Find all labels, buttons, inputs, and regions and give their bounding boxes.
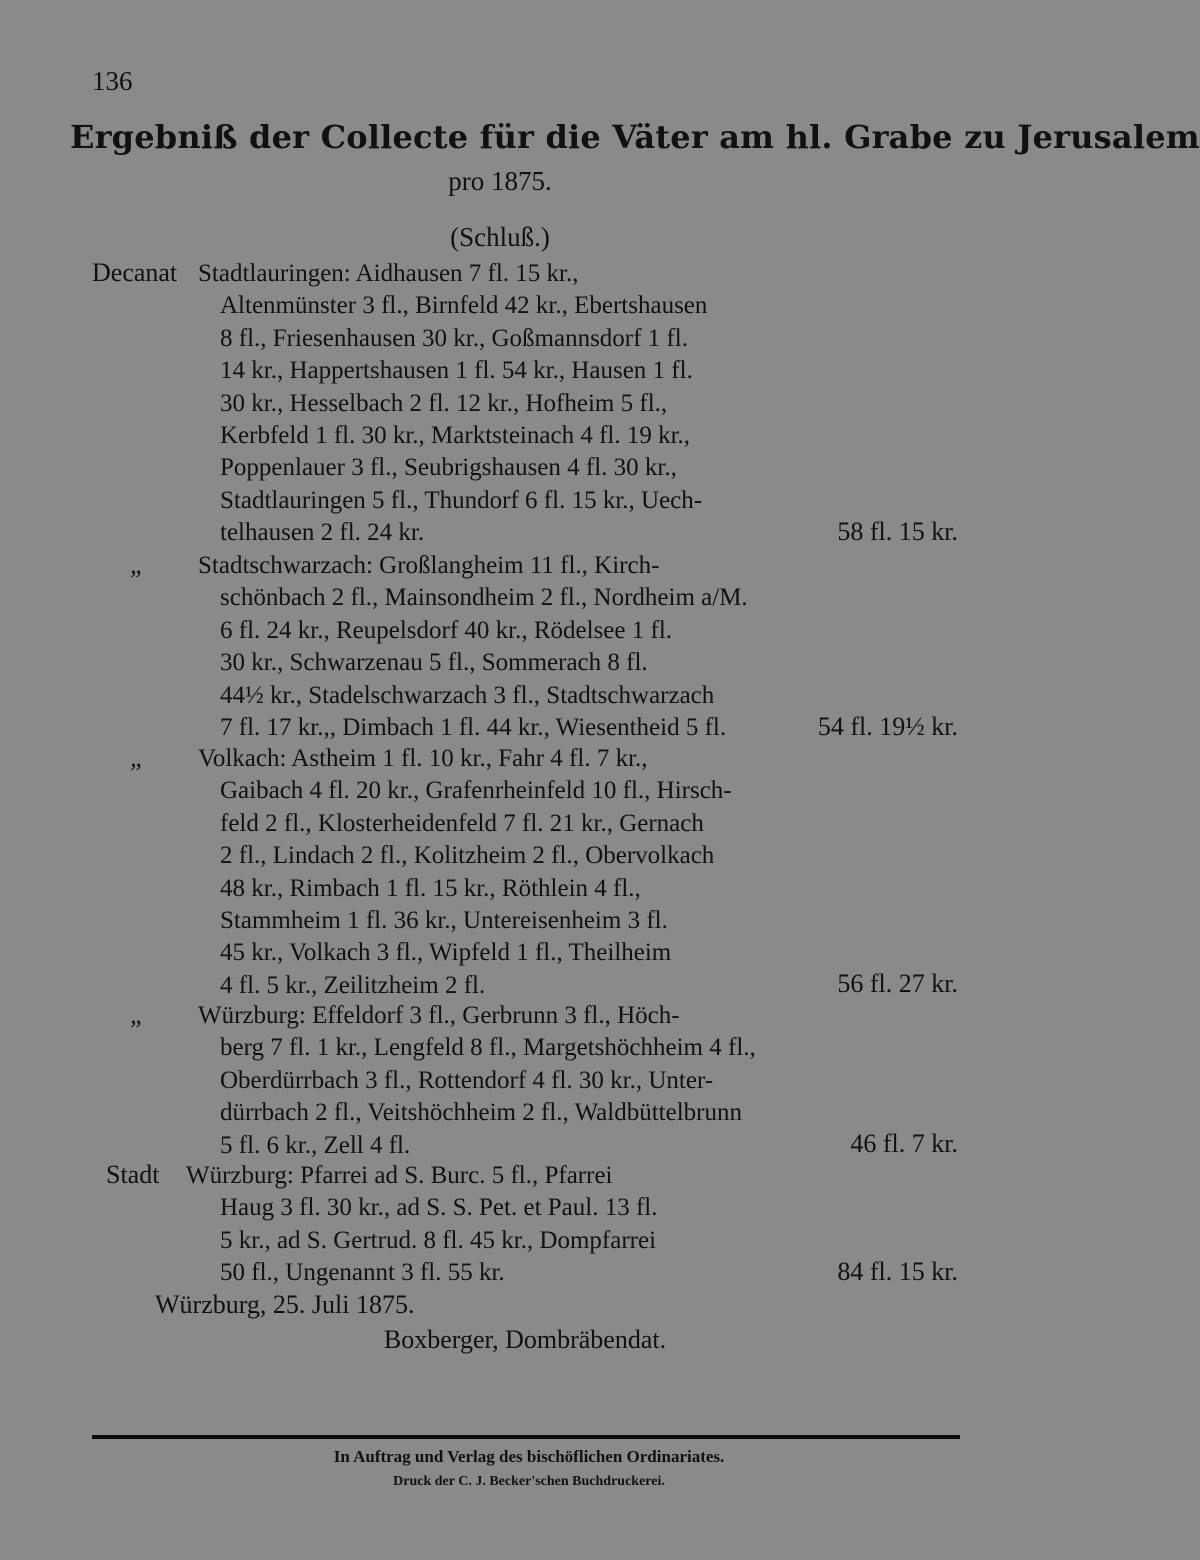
entry-total: 58 fl. 15 kr.: [837, 517, 958, 546]
ditto-mark: „: [130, 1000, 145, 1029]
entry-line: Volkach: Astheim 1 fl. 10 kr., Fahr 4 fl. 7 kr.,: [198, 745, 648, 772]
entry-line: 5 fl. 6 kr., Zell 4 fl.: [220, 1131, 411, 1159]
continued-note: (Schluß.): [450, 222, 550, 252]
footer-publisher: In Auftrag und Verlag des bischöflichen Ordinariates.: [333, 1447, 725, 1466]
entry-label: Decanat: [92, 258, 178, 287]
entry-total: 56 fl. 27 kr.: [837, 969, 958, 998]
entry-total: 84 fl. 15 kr.: [837, 1257, 958, 1286]
entry-line: Oberdürrbach 3 fl., Rottendorf 4 fl. 30 kr., Unter-: [220, 1066, 714, 1094]
entry-line: 44½ kr., Stadelschwarzach 3 fl., Stadtschwarzach: [220, 681, 715, 709]
entry-line: 4 fl. 5 kr., Zeilitzheim 2 fl.: [220, 971, 486, 999]
footer-rule: [92, 1435, 960, 1439]
entry-text: [186, 1160, 780, 1290]
entry-line: 2 fl., Lindach 2 fl., Kolitzheim 2 fl., Obervolkach: [220, 842, 715, 870]
entry-line: Würzburg: Effeldorf 3 fl., Gerbrunn 3 fl., Höch-: [198, 1002, 680, 1029]
entry-line: Würzburg: Pfarrei ad S. Burc. 5 fl., Pfarrei: [186, 1162, 613, 1189]
footer-printer: Druck der C. J. Becker'schen Buchdruckerei.: [393, 1474, 665, 1489]
entry-text: [198, 1000, 780, 1162]
entry-total: 46 fl. 7 kr.: [850, 1129, 958, 1158]
entry-line: feld 2 fl., Klosterheidenfeld 7 fl. 21 kr., Gernach: [220, 809, 704, 837]
entry-text: [198, 550, 780, 744]
ditto-mark: „: [130, 743, 145, 772]
entry-line: 50 fl., Ungenannt 3 fl. 55 kr.: [220, 1259, 505, 1287]
ditto-mark: „: [130, 550, 145, 579]
entry-line: 30 kr., Hesselbach 2 fl. 12 kr., Hofheim 5 fl.,: [220, 389, 668, 417]
entry-line: 14 kr., Happertshausen 1 fl. 54 kr., Hausen 1 fl.: [220, 357, 693, 385]
entry-total: 54 fl. 19½ kr.: [817, 712, 958, 741]
place-date: Würzburg, 25. Juli 1875.: [155, 1290, 415, 1319]
entry-line: 30 kr., Schwarzenau 5 fl., Sommerach 8 fl.: [220, 649, 648, 677]
entry-line: telhausen 2 fl. 24 kr.: [220, 519, 425, 547]
entry-line: 8 fl., Friesenhausen 30 kr., Goßmannsdorf 1 fl.: [220, 324, 688, 352]
entry-line: Haug 3 fl. 30 kr., ad S. S. Pet. et Paul. 13 fl.: [220, 1194, 658, 1222]
signature: Boxberger, Dombräbendat.: [383, 1325, 667, 1354]
page-number: 136: [92, 66, 133, 96]
entry-line: Kerbfeld 1 fl. 30 kr., Marktsteinach 4 fl. 19 kr.,: [220, 422, 691, 450]
entry-line: 6 fl. 24 kr., Reupelsdorf 40 kr., Rödelsee 1 fl.: [220, 616, 673, 644]
document-title: Ergebniß der Collecte für die Väter am hl. Grabe zu Jerusalem: [70, 118, 1200, 156]
entry-line: 48 kr., Rimbach 1 fl. 15 kr., Röthlein 4 fl.,: [220, 874, 641, 902]
entry-line: Poppenlauer 3 fl., Seubrigshausen 4 fl. 30 kr.,: [220, 454, 677, 482]
entry-line: Altenmünster 3 fl., Birnfeld 42 kr., Ebertshausen: [220, 292, 708, 320]
entry-text: [198, 258, 780, 550]
entry-label: Stadt: [106, 1160, 160, 1189]
entry-line: schönbach 2 fl., Mainsondheim 2 fl., Nordheim a/M.: [220, 584, 748, 612]
entry-text: [198, 743, 780, 1002]
entry-line: Stammheim 1 fl. 36 kr., Untereisenheim 3 fl.: [220, 907, 668, 935]
entry-line: Stadtlauringen 5 fl., Thundorf 6 fl. 15 kr., Uech-: [220, 486, 703, 514]
entry-line: 45 kr., Volkach 3 fl., Wipfeld 1 fl., Theilheim: [220, 939, 672, 967]
entry-line: Stadtlauringen: Aidhausen 7 fl. 15 kr.,: [198, 260, 579, 287]
entry-line: berg 7 fl. 1 kr., Lengfeld 8 fl., Margetshöchheim 4 fl.,: [220, 1034, 756, 1062]
document-subtitle: pro 1875.: [448, 166, 552, 196]
entry-line: 7 fl. 17 kr.,, Dimbach 1 fl. 44 kr., Wiesentheid 5 fl.: [220, 714, 727, 742]
entry-line: Gaibach 4 fl. 20 kr., Grafenrheinfeld 10 fl., Hirsch-: [220, 777, 732, 805]
entry-line: 5 kr., ad S. Gertrud. 8 fl. 45 kr., Dompfarrei: [220, 1226, 657, 1254]
entry-line: Stadtschwarzach: Großlangheim 11 fl., Kirch-: [198, 552, 660, 579]
entry-line: dürrbach 2 fl., Veitshöchheim 2 fl., Waldbüttelbrunn: [220, 1099, 742, 1127]
